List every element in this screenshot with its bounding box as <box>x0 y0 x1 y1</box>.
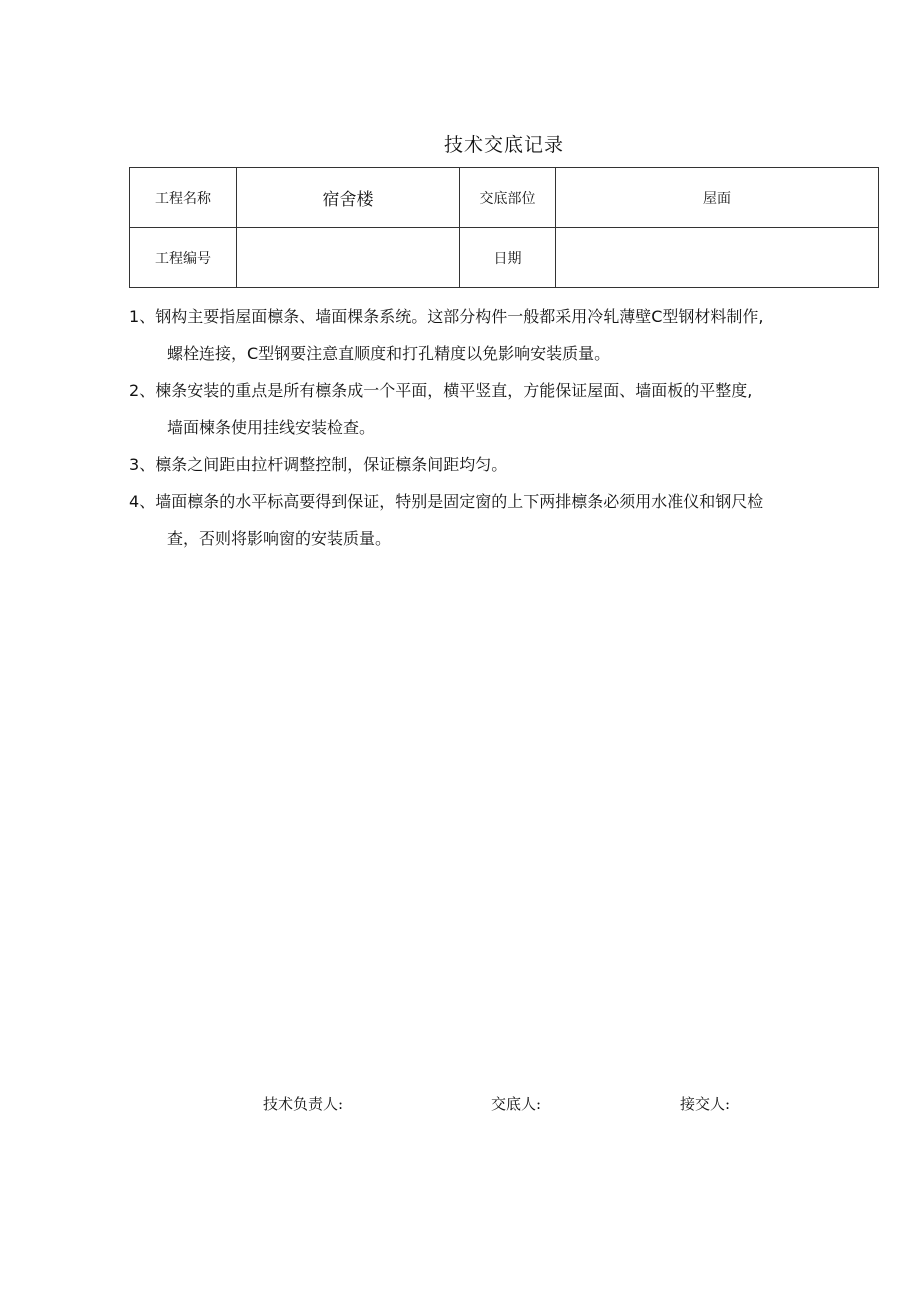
list-item <box>129 372 889 446</box>
date-value <box>556 228 879 288</box>
info-table <box>129 167 879 288</box>
table-row <box>130 228 879 288</box>
list-item <box>129 483 889 557</box>
project-name-label: 工程名称 <box>130 168 237 228</box>
item-text: 墙面檩条的水平标高要得到保证，特别是固定窗的上下两排檩条必须用水准仪和钢尺检 <box>155 492 764 511</box>
item-separator: 、 <box>139 455 156 474</box>
item-separator: 、 <box>139 381 156 400</box>
item-number: 1 <box>129 307 140 326</box>
item-number: 4 <box>129 492 140 511</box>
list-item <box>129 446 889 483</box>
item-continuation: 查，否则将影响窗的安装质量。 <box>167 529 392 548</box>
item-text: 钢构主要指屋面檩条、墙面棵条系统。这部分构件一般都采用冷轧薄壁C型钢材料制作, <box>155 307 764 326</box>
date-label: 日期 <box>460 228 556 288</box>
item-separator: 、 <box>139 492 156 511</box>
receiver-signature-label: 接交人: <box>680 1095 731 1113</box>
project-no-label: 工程编号 <box>130 228 237 288</box>
item-number: 3 <box>129 455 140 474</box>
page-title: 技术交底记录 <box>443 134 564 156</box>
item-text: 檩条之间距由拉杆调整控制，保证檩条间距均匀。 <box>155 455 508 474</box>
item-separator: 、 <box>139 307 156 326</box>
project-no-value <box>237 228 460 288</box>
list-item <box>129 298 889 372</box>
item-text: 楝条安装的重点是所有檩条成一个平面，横平竖直，方能保证屋面、墙面板的平整度, <box>155 381 753 400</box>
location-label: 交底部位 <box>460 168 556 228</box>
location-value: 屋面 <box>556 168 879 228</box>
item-continuation: 墙面楝条使用挂线安装检查。 <box>167 418 376 437</box>
item-continuation: 螺栓连接，C型钢要注意直顺度和打孔精度以免影响安装质量。 <box>167 344 611 363</box>
discloser-signature-label: 交底人: <box>491 1095 542 1113</box>
project-name-value: 宿舍楼 <box>237 168 460 228</box>
item-number: 2 <box>129 381 140 400</box>
tech-lead-signature-label: 技术负责人: <box>263 1095 344 1113</box>
disclosure-list <box>129 298 889 557</box>
table-row <box>130 168 879 228</box>
